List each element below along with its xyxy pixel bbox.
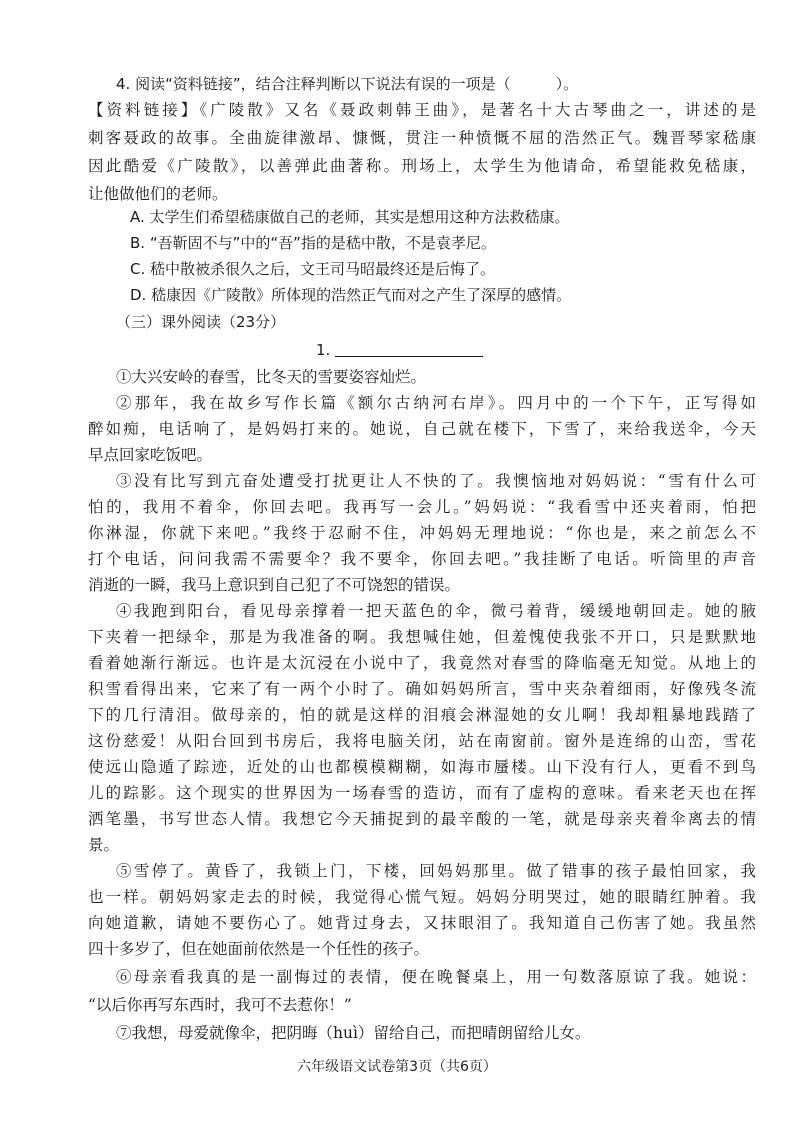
passage-line-14: 下的几行清泪。做母亲的，怕的就是这样的泪痕会淋湿她的女儿啊！我却粗暴地践踏了 (88, 706, 756, 724)
passage-line-1: ①大兴安岭的春雪，比冬天的雪要姿容灿烂。 (116, 368, 427, 386)
option-a: A. 太学生们希望嵇康做自己的老师，其实是想用这种方法救嵇康。 (130, 208, 570, 226)
passage-line-12: 看着她渐行渐远。也许是太沉浸在小说中了，我竟然对春雪的降临毫无知觉。从地上的 (88, 654, 756, 672)
passage-line-5: ③没有比写到亢奋处遭受打扰更让人不快的了。我懊恼地对妈妈说：“雪有什么可 (116, 472, 756, 490)
title-blank (316, 336, 516, 364)
option-d: D. 嵇康因《广陵散》所体现的浩然正气而对之产生了深厚的感情。 (130, 286, 572, 304)
passage-line-3: 醉如痴，电话响了，是妈妈打来的。她说，自己就在楼下，下雪了，来给我送伞，今天 (88, 420, 756, 438)
option-c: C. 嵇中散被杀很久之后，文王司马昭最终还是后悔了。 (130, 260, 496, 278)
passage-line-21: 也一样。朝妈妈家走去的时候，我觉得心慌气短。妈妈分明哭过，她的眼睛红肿着。我 (88, 888, 756, 906)
material-line-1: 【资料链接】《广陵散》又名《聂政刺韩王曲》，是著名十大古琴曲之一，讲述的是 (88, 101, 756, 119)
passage-line-7: 你淋湿，你就下来吧。”我终于忍耐不住，冲妈妈无理地说：“你也是，来之前怎么不 (88, 524, 756, 542)
passage-line-16: 使远山隐遁了踪迹，近处的山也都模模糊糊，如海市蜃楼。山下没有行人，更看不到鸟 (88, 758, 756, 776)
passage-line-8: 打个电话，问问我需不需要伞？我不要伞，你回去吧。”我挂断了电话。听筒里的声音 (88, 550, 756, 568)
passage-line-18: 洒笔墨，书写世态人情。我想它今天捕捉到的最辛酸的一笔，就是母亲夹着伞离去的情 (88, 810, 756, 828)
material-line-3: 因此酷爱《广陵散》，以善弹此曲著称。刑场上，太学生为他请命，希望能救免嵇康， (88, 157, 756, 175)
passage-line-9: 消逝的一瞬，我马上意识到自己犯了不可饶恕的错误。 (88, 576, 461, 594)
passage-line-17: 儿的踪影。这个现实的世界因为一场春雪的造访，而有了虚构的意味。看来老天也在挥 (88, 784, 756, 802)
passage-line-13: 积雪看得出来，它来了有一两个小时了。确如妈妈所言，雪中夹杂着细雨，好像残冬流 (88, 680, 756, 698)
passage-line-6: 怕的，我用不着伞，你回去吧。我再写一会儿。”妈妈说：“我看雪中还夹着雨，怕把 (88, 498, 756, 516)
passage-line-24: ⑥母亲看我真的是一副悔过的表情，便在晚餐桌上，用一句数落原谅了我。她说： (116, 968, 756, 986)
question-4-stem: 4. 阅读“资料链接”，结合注释判断以下说法有误的一项是（ ）。 (116, 75, 579, 93)
passage-line-22: 向她道歉，请她不要伤心了。她背过身去，又抹眼泪了。我知道自己伤害了她。我虽然 (88, 914, 756, 932)
passage-line-4: 早点回家吃饭吧。 (88, 446, 213, 464)
passage-line-26: ⑦我想，母爱就像伞，把阴晦（huì）留给自己，而把晴朗留给儿女。 (116, 1024, 591, 1042)
option-b: B. “吾靳固不与”中的“吾”指的是嵇中散，不是袁孝尼。 (130, 234, 496, 252)
passage-line-2: ②那年，我在故乡写作长篇《额尔古纳河右岸》。四月中的一个下午，正写得如 (116, 394, 756, 412)
page-footer: 六年级语文试卷第3页（共6页） (297, 1059, 497, 1075)
passage-line-10: ④我跑到阳台，看见母亲撑着一把天蓝色的伞，微弓着背，缓缓地朝回走。她的腋 (116, 602, 756, 620)
passage-line-25: “以后你再写东西时，我可不去惹你！” (88, 996, 352, 1014)
passage-line-20: ⑤雪停了。黄昏了，我锁上门，下楼，回妈妈那里。做了错事的孩子最怕回家，我 (116, 862, 756, 880)
passage-line-15: 这份慈爱！从阳台回到书房后，我将电脑关闭，站在南窗前。窗外是连绵的山峦，雪花 (88, 732, 756, 750)
title-answer-line (335, 340, 483, 357)
passage-line-11: 下夹着一把绿伞，那是为我准备的啊。我想喊住她，但羞愧使我张不开口，只是默默地 (88, 628, 756, 646)
title-blank-label: 1. (316, 341, 331, 359)
material-line-2: 刺客聂政的故事。全曲旋律激昂、慷慨，贯注一种愤慨不屈的浩然正气。魏晋琴家嵇康 (88, 129, 756, 147)
section-title: （三）课外阅读（23分） (116, 313, 286, 331)
material-line-4: 让他做他们的老师。 (88, 185, 228, 203)
passage-line-19: 景。 (88, 836, 120, 854)
passage-line-23: 四十多岁了，但在她面前依然是一个任性的孩子。 (88, 940, 430, 958)
